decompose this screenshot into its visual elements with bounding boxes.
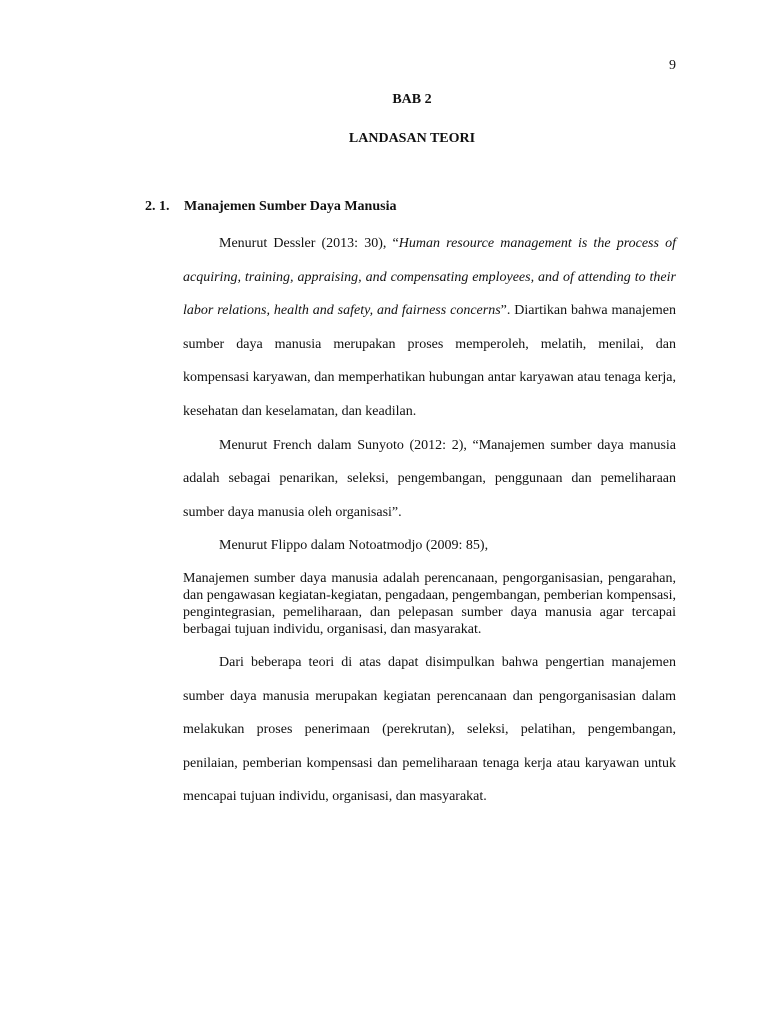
paragraph-dessler-intro: Menurut Dessler (2013: 30), “ (219, 236, 399, 251)
section-title: Manajemen Sumber Daya Manusia (184, 199, 397, 214)
paragraph-dessler (183, 227, 676, 429)
body-text (183, 227, 676, 814)
flippo-block-quote: Manajemen sumber daya manusia adalah perencanaan, pengorganisasian, pengarahan, dan pengawasan kegiatan-kegiatan, pengadaan, pengembangan, pemberian kompensasi, pengintegrasian, pemeliharaan, dan pelepasan sumber daya manusia agar tercapai berbagai tujuan individu, organisasi, dan masyarakat. (183, 570, 676, 637)
paragraph-conclusion: Dari beberapa teori di atas dapat disimpulkan bahwa pengertian manajemen sumber daya manusia merupakan kegiatan perencanaan dan pengorganisasian dalam melakukan proses penerimaan (perekrutan), seleksi, pelatihan, pengembangan, penilaian, pemberian kompensasi dan pemeliharaan tenaga kerja atau karyawan untuk mencapai tujuan individu, organisasi, dan masyarakat. (183, 654, 676, 805)
chapter-number: BAB 2 (392, 92, 432, 107)
paragraph-flippo-intro: Menurut Flippo dalam Notoatmodjo (2009: 85), (219, 538, 489, 554)
chapter-title: LANDASAN TEORI (348, 131, 476, 146)
section-heading (145, 199, 396, 215)
paragraph-french: Menurut French dalam Sunyoto (2012: 2), “Manajemen sumber daya manusia adalah sebagai penarikan, seleksi, pengembangan, penggunaan dan pemeliharaan sumber daya manusia oleh organisasi”. (183, 437, 676, 520)
section-number: 2. 1. (145, 199, 170, 214)
paragraph-dessler-rest: ”. Diartikan bahwa manajemen sumber daya manusia merupakan proses memperoleh, melatih, menilai, dan kompensasi karyawan, dan memperhatikan hubungan antar karyawan atau tenaga kerja, kesehatan dan keselamatan, dan keadilan. (183, 303, 676, 419)
page-number: 9 (669, 58, 676, 73)
dessler-quote: Human resource management is the process of acquiring, training, appraising, and compensating employees, and of attending to their labor relations, health and safety, and fairness concerns (183, 236, 676, 319)
